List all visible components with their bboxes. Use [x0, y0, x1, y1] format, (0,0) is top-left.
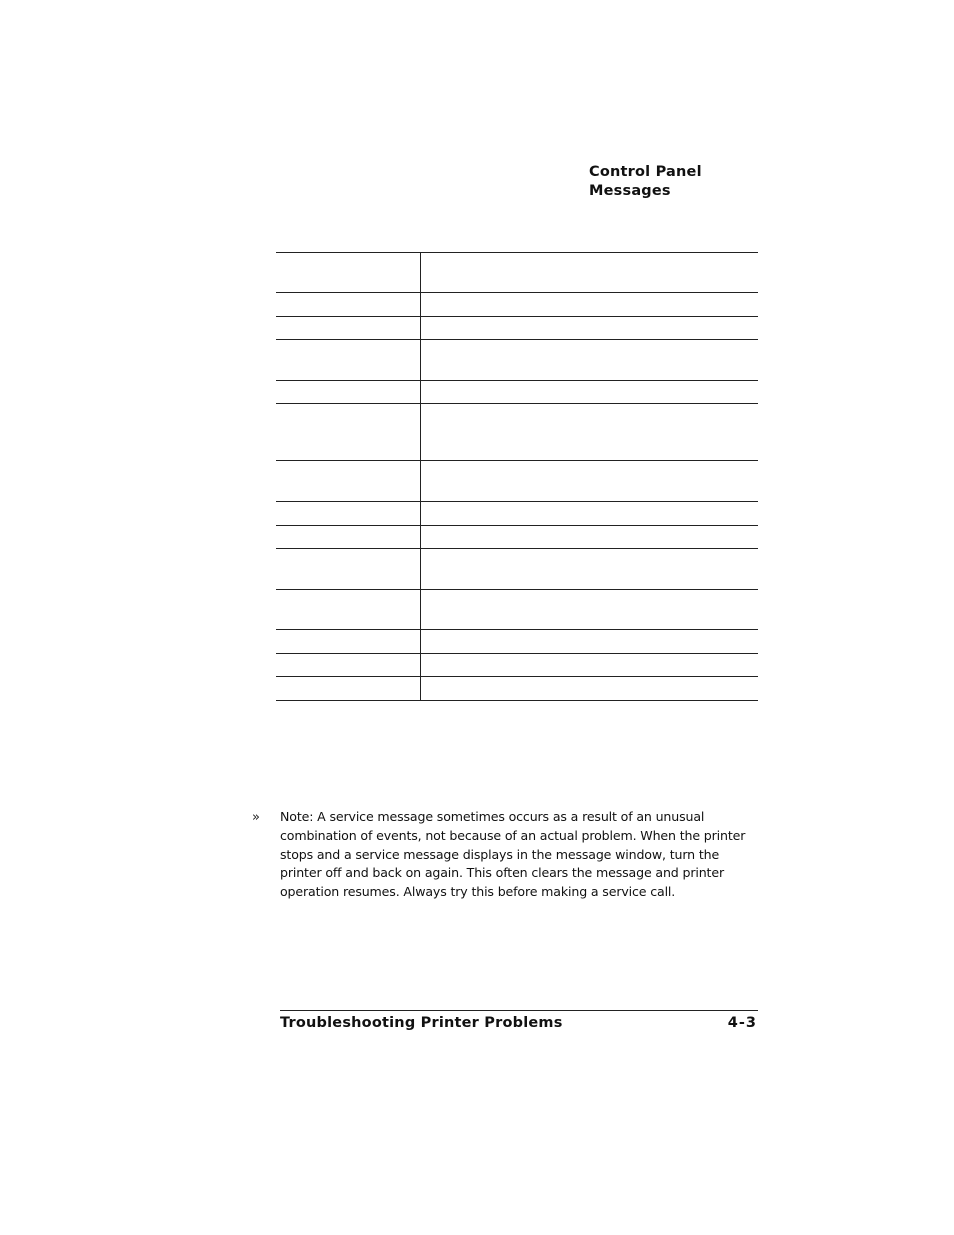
table-row [276, 677, 758, 701]
message-code-cell [276, 461, 421, 501]
note-marker: » [252, 810, 260, 825]
message-code-cell [276, 630, 421, 653]
message-code-cell [276, 253, 421, 292]
message-code-cell [276, 340, 421, 380]
section-heading-line1: Control Panel [589, 164, 702, 180]
message-code-cell [276, 293, 421, 316]
table-row [276, 526, 758, 549]
message-description-cell [421, 317, 758, 339]
message-code-cell [276, 549, 421, 589]
table-row [276, 549, 758, 590]
table-row [276, 461, 758, 502]
section-heading [589, 163, 789, 201]
table-row [276, 590, 758, 630]
message-code-cell [276, 404, 421, 460]
message-description-cell [421, 502, 758, 525]
message-description-cell [421, 253, 758, 292]
message-code-cell [276, 590, 421, 629]
message-description-cell [421, 630, 758, 653]
table-row [276, 253, 758, 293]
message-table [276, 252, 758, 701]
message-description-cell [421, 381, 758, 403]
table-row [276, 317, 758, 340]
message-description-cell [421, 549, 758, 589]
section-heading-line2: Messages [589, 183, 671, 199]
message-code-cell [276, 677, 421, 700]
message-code-cell [276, 526, 421, 548]
table-row [276, 502, 758, 526]
message-code-cell [276, 381, 421, 403]
message-description-cell [421, 590, 758, 629]
table-row [276, 293, 758, 317]
message-code-cell [276, 502, 421, 525]
table-row [276, 630, 758, 654]
table-row [276, 381, 758, 404]
message-code-cell [276, 317, 421, 339]
page-number: 4-3 [727, 1015, 757, 1031]
table-row [276, 404, 758, 461]
message-description-cell [421, 526, 758, 548]
message-description-cell [421, 654, 758, 676]
footer-chapter-title: Troubleshooting Printer Problems [280, 1015, 563, 1031]
note-text: Note: A service message sometimes occurs as a result of an unusual combination of events, not because of an actual problem. When the printer stops and a service message displays in the message window, turn the printer off and back on again. This often clears the message and printer operation resumes. Always try this before making a service call. [280, 809, 746, 900]
message-description-cell [421, 293, 758, 316]
message-description-cell [421, 340, 758, 380]
footer-divider [280, 1010, 758, 1011]
message-description-cell [421, 404, 758, 460]
message-description-cell [421, 677, 758, 700]
message-description-cell [421, 461, 758, 501]
service-note [252, 808, 762, 902]
table-row [276, 340, 758, 381]
table-row [276, 654, 758, 677]
message-code-cell [276, 654, 421, 676]
